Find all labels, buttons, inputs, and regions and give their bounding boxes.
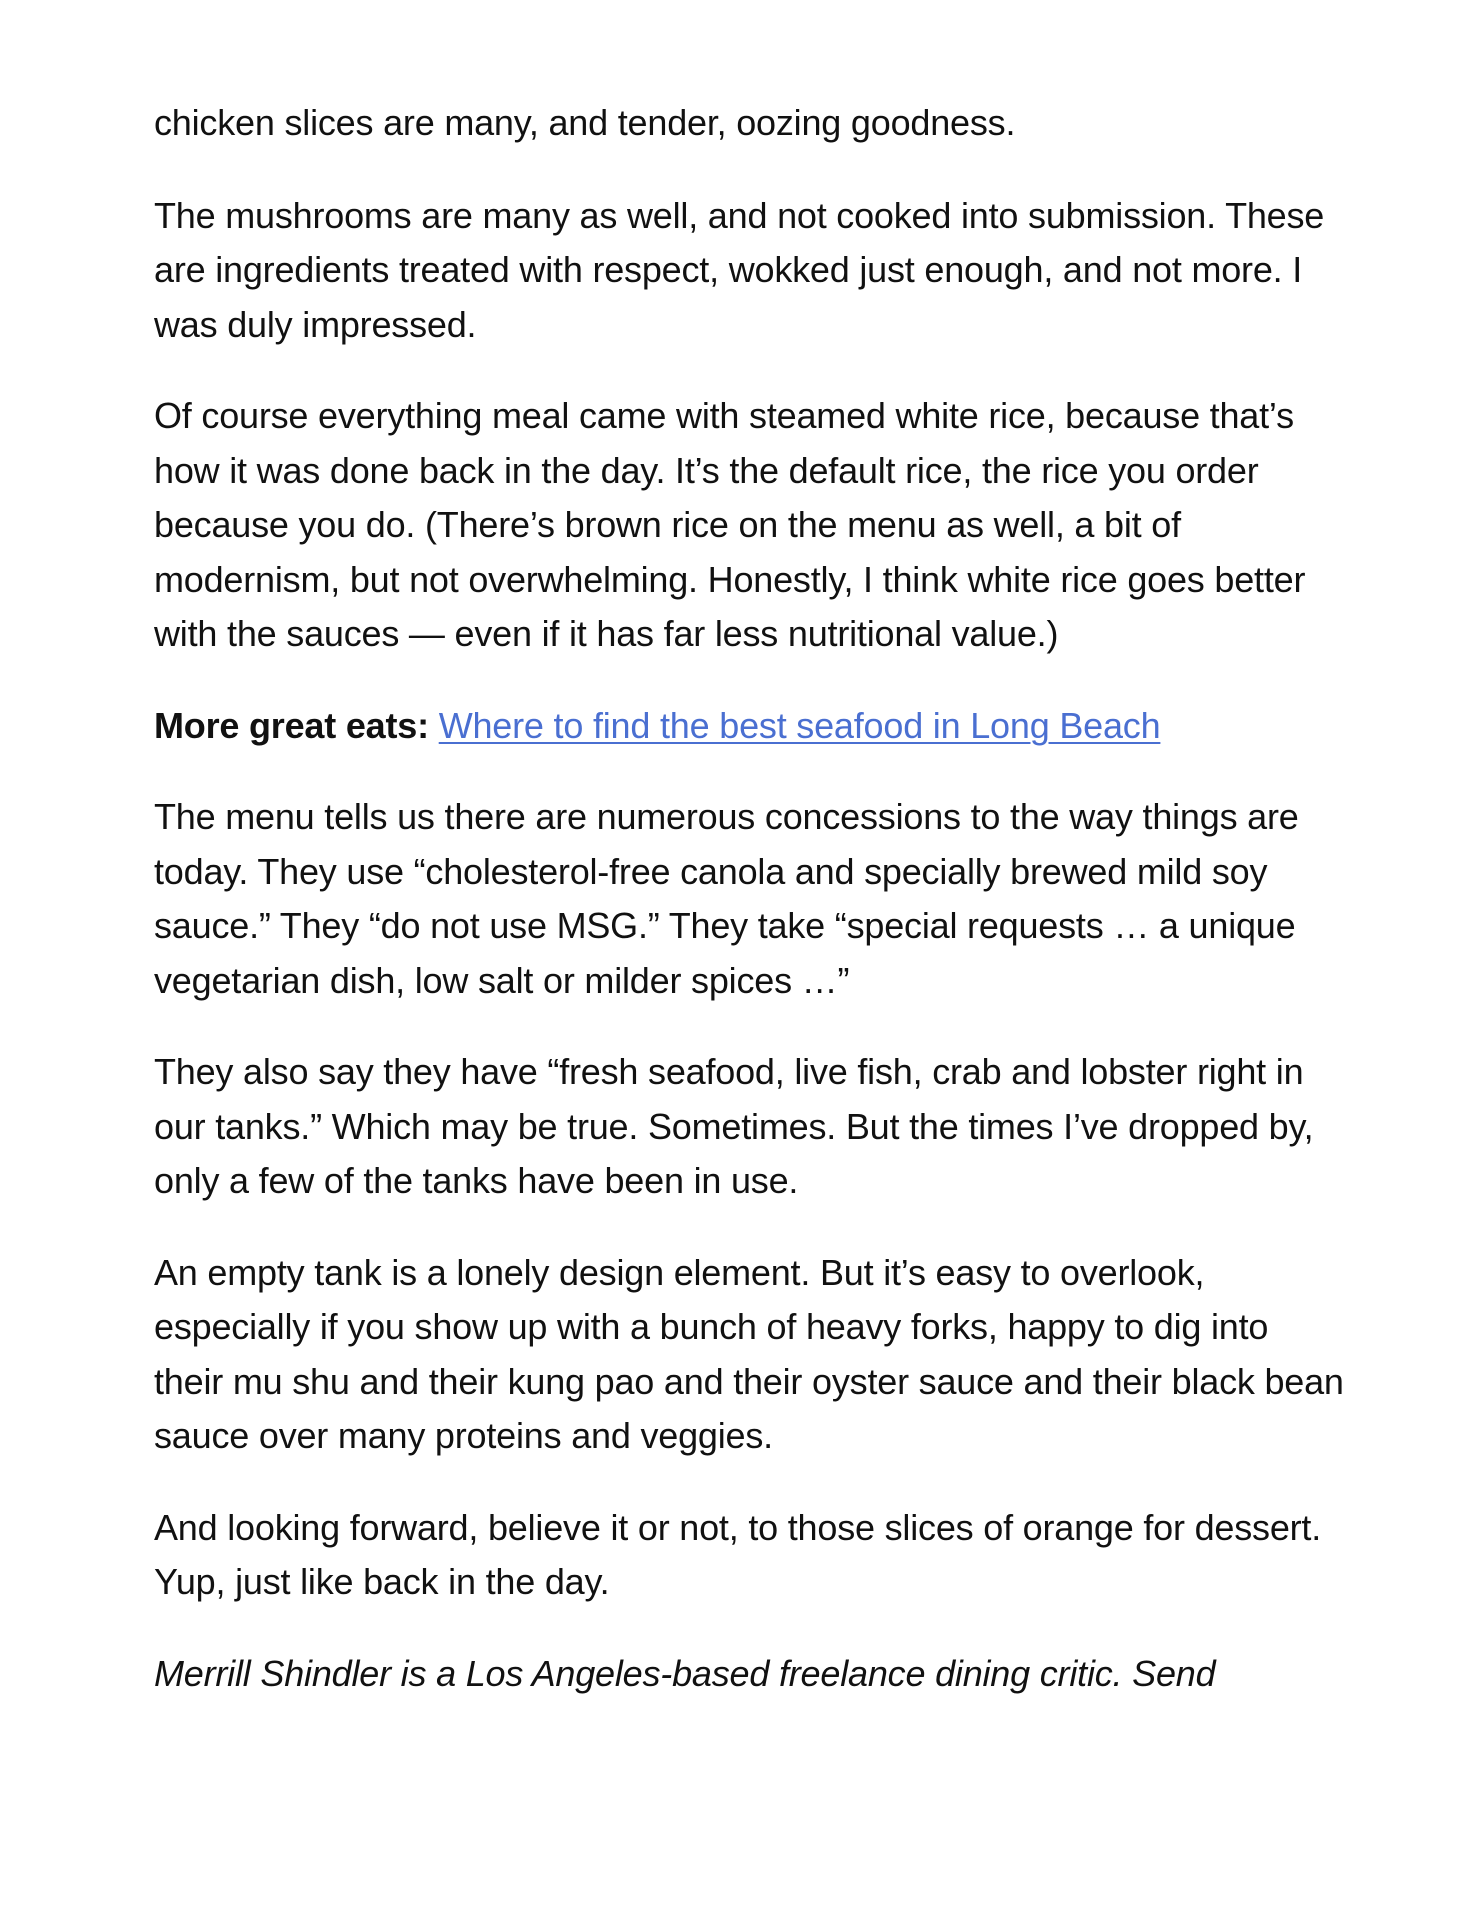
related-link-promo xyxy=(154,699,1344,754)
article-paragraph: Of course everything meal came with steamed white rice, because that’s how it was done back in the day. It’s the default rice, the rice you order because you do. (There’s brown rice on the menu as well, a bit of modernism, but not overwhelming. Honestly, I think white rice goes better with the sauces — even if it has far less nutritional value.) xyxy=(154,395,1306,654)
article-paragraph: The menu tells us there are numerous concessions to the way things are today. They use “cholesterol-free canola and specially brewed mild soy sauce.” They “do not use MSG.” They take “special requests … a unique vegetarian dish, low salt or milder spices …” xyxy=(154,796,1299,1001)
article-paragraph: An empty tank is a lonely design element. But it’s easy to overlook, especially if you show up with a bunch of heavy forks, happy to dig into their mu shu and their kung pao and their oyster sauce and their black bean sauce over many proteins and veggies. xyxy=(154,1251,1344,1456)
article-paragraph: chicken slices are many, and tender, oozing goodness. xyxy=(154,102,1016,143)
author-byline: Merrill Shindler is a Los Angeles-based freelance dining critic. Send xyxy=(154,1652,1216,1694)
related-article-link[interactable]: Where to find the best seafood in Long Beach xyxy=(438,704,1161,746)
article-body xyxy=(154,96,1344,1738)
article-paragraph: And looking forward, believe it or not, to those slices of orange for dessert. Yup, just like back in the day. xyxy=(154,1506,1322,1602)
promo-label: More great eats: xyxy=(154,704,429,746)
article-paragraph: They also say they have “fresh seafood, live fish, crab and lobster right in our tanks.” Which may be true. Sometimes. But the times I’ve dropped by, only a few of the tanks have been in use. xyxy=(154,1051,1314,1201)
article-paragraph: The mushrooms are many as well, and not cooked into submission. These are ingredients treated with respect, wokked just enough, and not more. I was duly impressed. xyxy=(154,194,1325,345)
